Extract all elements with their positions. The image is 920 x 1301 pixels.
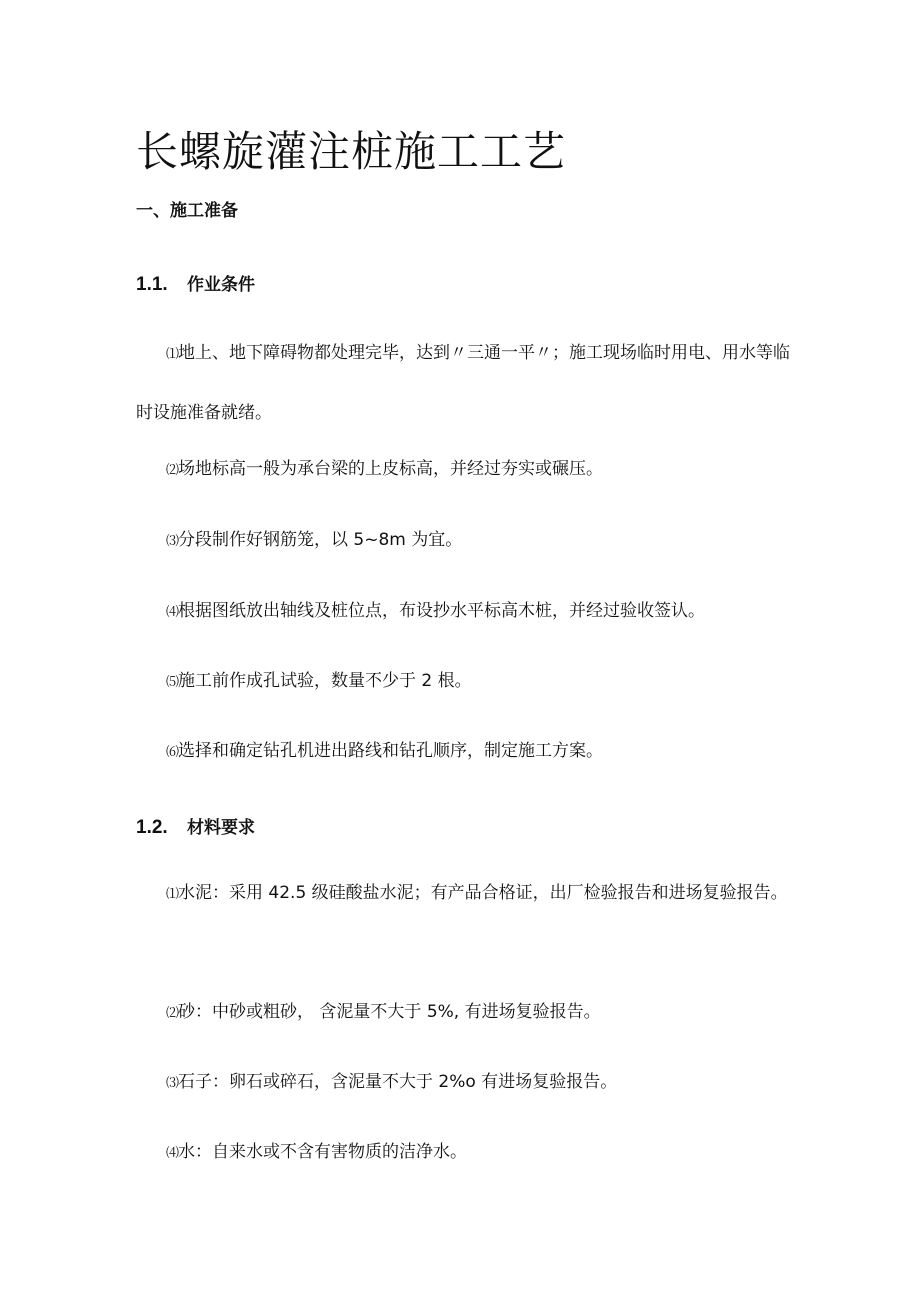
item-marker: ⑶: [166, 1076, 179, 1091]
item-marker: ⑹: [166, 745, 179, 760]
subheading-text: 作业条件: [187, 275, 255, 295]
item-text: 水泥：采用 42.5 级硅酸盐水泥；有产品合格证，出厂检验报告和进场复验报告。: [178, 883, 788, 903]
subheading-work-conditions: [136, 272, 255, 298]
item-text: 地上、地下障碍物都处理完毕，达到〃三通一平〃；施工现场临时用电、用水等临时设施准备就绪。: [136, 343, 791, 423]
item-text: 选择和确定钻孔机进出路线和钻孔顺序，制定施工方案。: [178, 741, 604, 761]
item-marker: ⑸: [166, 675, 179, 690]
subheading-material-requirements: [136, 815, 255, 841]
item-text: 分段制作好钢筋笼，以 5~8m 为宜。: [178, 530, 463, 550]
item-text: 根据图纸放出轴线及桩位点，布设抄水平标高木桩，并经过验收签认。: [178, 601, 706, 621]
list-item: [136, 324, 796, 442]
item-marker: ⑷: [166, 605, 179, 620]
list-item: [136, 1123, 796, 1183]
document-title: 长螺旋灌注桩施工工艺: [136, 127, 567, 176]
item-text: 水：自来水或不含有害物质的洁净水。: [178, 1142, 468, 1162]
list-item: [136, 652, 796, 712]
subheading-number: 1.1.: [136, 274, 168, 295]
item-text: 场地标高一般为承台梁的上皮标高，并经过夯实或碾压。: [178, 459, 604, 479]
item-marker: ⑶: [166, 534, 179, 549]
subheading-number: 1.2.: [136, 817, 168, 838]
list-item: [136, 722, 796, 782]
list-item: [136, 440, 796, 500]
item-marker: ⑷: [166, 1146, 179, 1161]
list-item: [136, 511, 796, 571]
section-heading-preparation: 一、施工准备: [136, 201, 238, 221]
list-item: [136, 1053, 796, 1113]
item-marker: ⑵: [166, 463, 179, 478]
subheading-text: 材料要求: [187, 818, 255, 838]
list-item: [136, 983, 796, 1043]
list-item: [136, 864, 796, 924]
item-text: 砂：中砂或粗砂， 含泥量不大于 5%, 有进场复验报告。: [178, 1002, 601, 1022]
item-marker: ⑵: [166, 1006, 179, 1021]
item-marker: ⑴: [166, 347, 179, 362]
item-text: 施工前作成孔试验，数量不少于 2 根。: [178, 671, 472, 691]
item-text: 石子：卵石或碎石，含泥量不大于 2%o 有进场复验报告。: [178, 1072, 618, 1092]
list-item: [136, 582, 796, 642]
item-marker: ⑴: [166, 887, 179, 902]
